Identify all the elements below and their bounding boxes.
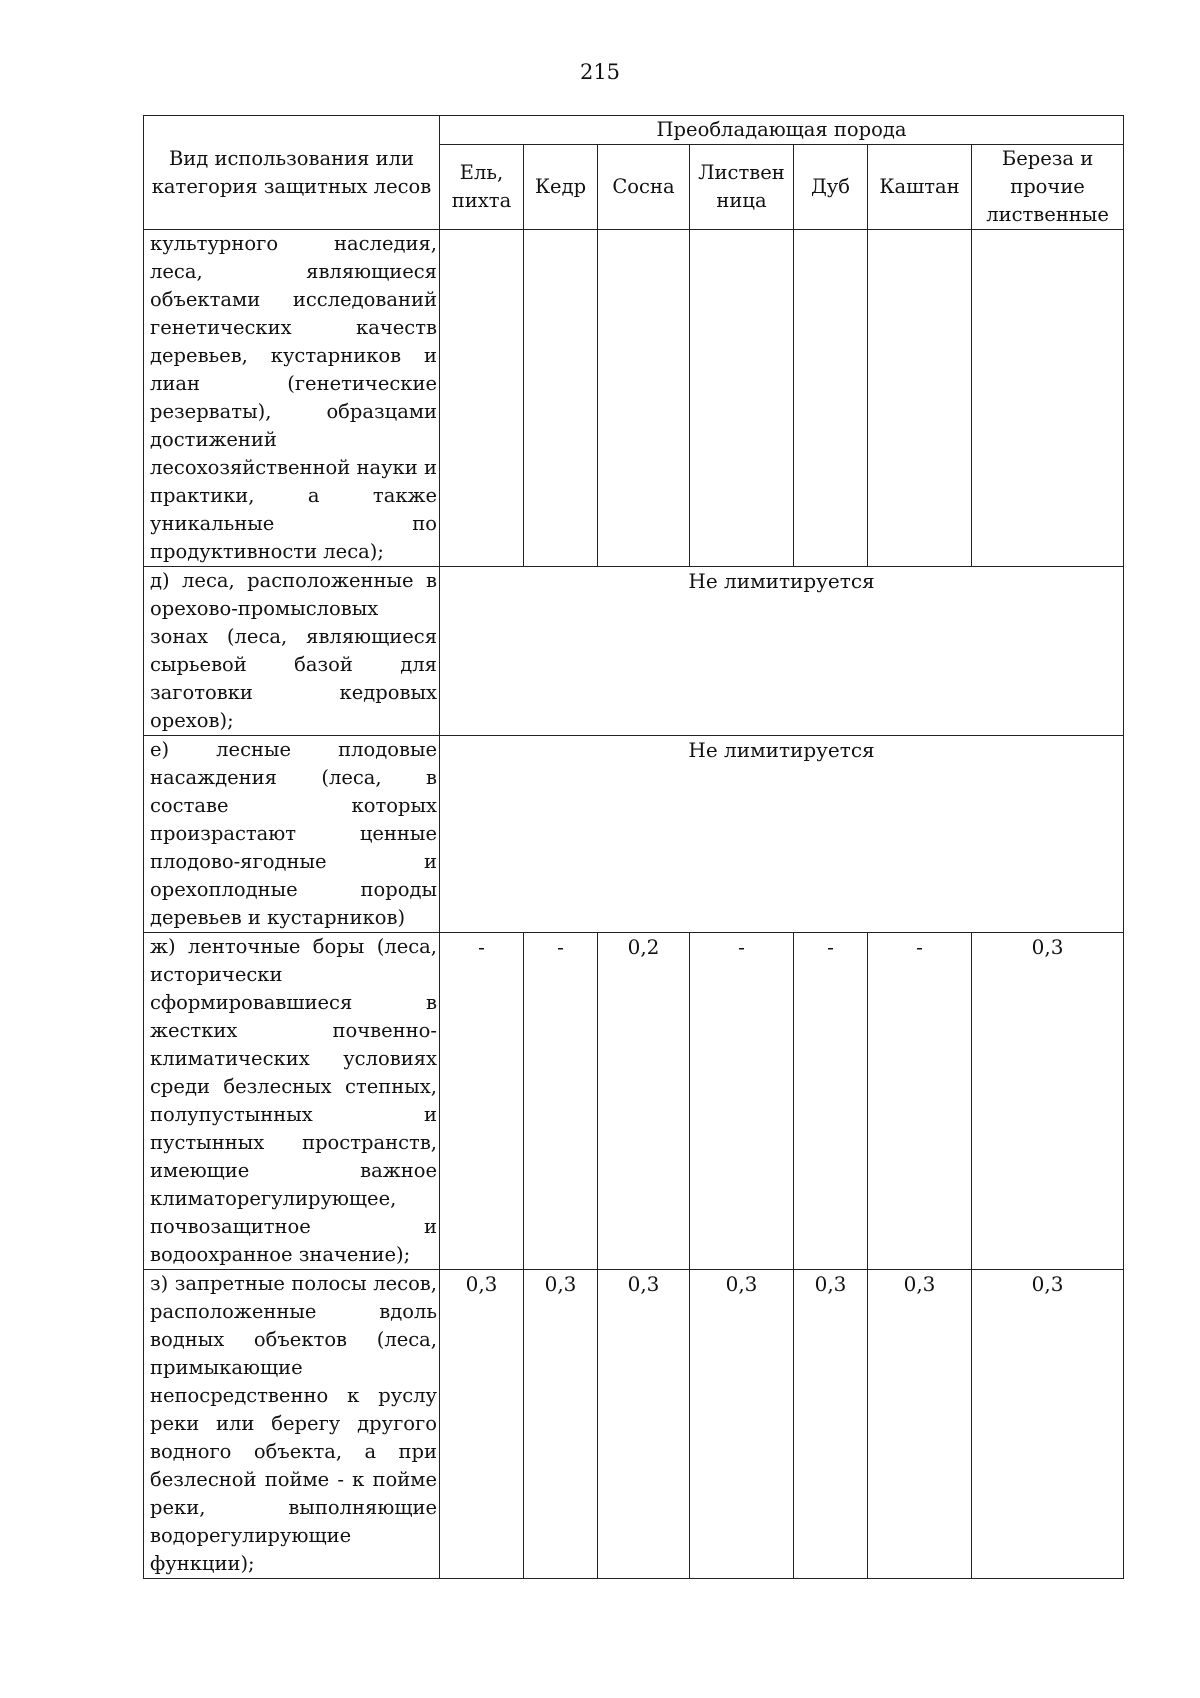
row-category: ж) ленточные боры (леса, исторически сформировавшиеся в жестких почвенно-климатических условиях среди безлесных степных, полупустынных и пустынных пространств, имеющие важное климаторегулирующее, почвозащитное и водоохранное значение); <box>144 933 440 1270</box>
column-header: Листвен ница <box>690 145 794 230</box>
column-header: Сосна <box>598 145 690 230</box>
table-cell: 0,3 <box>598 1270 690 1579</box>
row-category: з) запретные полосы лесов, расположенные вдоль водных объектов (леса, примыкающие непосредственно к руслу реки или берегу другого водного объекта, а при безлесной пойме - к пойме реки, выполняющие водорегулирующие функции); <box>144 1270 440 1579</box>
table-cell <box>794 230 868 567</box>
header-category: Вид использования или категория защитных лесов <box>144 116 440 230</box>
column-header: Каштан <box>868 145 972 230</box>
table-cell: 0,3 <box>440 1270 524 1579</box>
table-cell: - <box>868 933 972 1270</box>
row-category: культурного наследия, леса, являющиеся объектами исследований генетических качеств деревьев, кустарников и лиан (генетические резерваты), образцами достижений лесохозяйственной науки и практики, а также уникальные по продуктивности леса); <box>144 230 440 567</box>
table-cell <box>690 230 794 567</box>
table-row <box>144 567 1124 736</box>
column-header: Ель, пихта <box>440 145 524 230</box>
table-cell <box>868 230 972 567</box>
table-cell: 0,3 <box>794 1270 868 1579</box>
table-cell: 0,3 <box>868 1270 972 1579</box>
table-cell <box>440 230 524 567</box>
table-row <box>144 1270 1124 1579</box>
column-header: Дуб <box>794 145 868 230</box>
table-cell <box>972 230 1124 567</box>
merged-cell-not-limited: Не лимитируется <box>440 567 1124 736</box>
table-cell: 0,3 <box>524 1270 598 1579</box>
table-row <box>144 736 1124 933</box>
header-row-group <box>144 116 1124 145</box>
table-row <box>144 933 1124 1270</box>
table-cell <box>524 230 598 567</box>
forest-use-table <box>143 115 1124 1579</box>
table-row <box>144 230 1124 567</box>
header-prevailing-species: Преобладающая порода <box>440 116 1124 145</box>
table-cell: - <box>440 933 524 1270</box>
row-category: е) лесные плодовые насаждения (леса, в составе которых произрастают ценные плодово-ягодные и орехоплодные породы деревьев и кустарников) <box>144 736 440 933</box>
table-cell: 0,3 <box>972 933 1124 1270</box>
table-cell: - <box>524 933 598 1270</box>
table-cell: 0,3 <box>690 1270 794 1579</box>
table-cell: - <box>690 933 794 1270</box>
page-number: 215 <box>579 60 621 84</box>
row-category: д) леса, расположенные в орехово-промысловых зонах (леса, являющиеся сырьевой базой для заготовки кедровых орехов); <box>144 567 440 736</box>
column-header: Береза и прочие лиственные <box>972 145 1124 230</box>
column-header: Кедр <box>524 145 598 230</box>
table-cell <box>598 230 690 567</box>
merged-cell-not-limited: Не лимитируется <box>440 736 1124 933</box>
table-cell: - <box>794 933 868 1270</box>
table-cell: 0,3 <box>972 1270 1124 1579</box>
table-cell: 0,2 <box>598 933 690 1270</box>
